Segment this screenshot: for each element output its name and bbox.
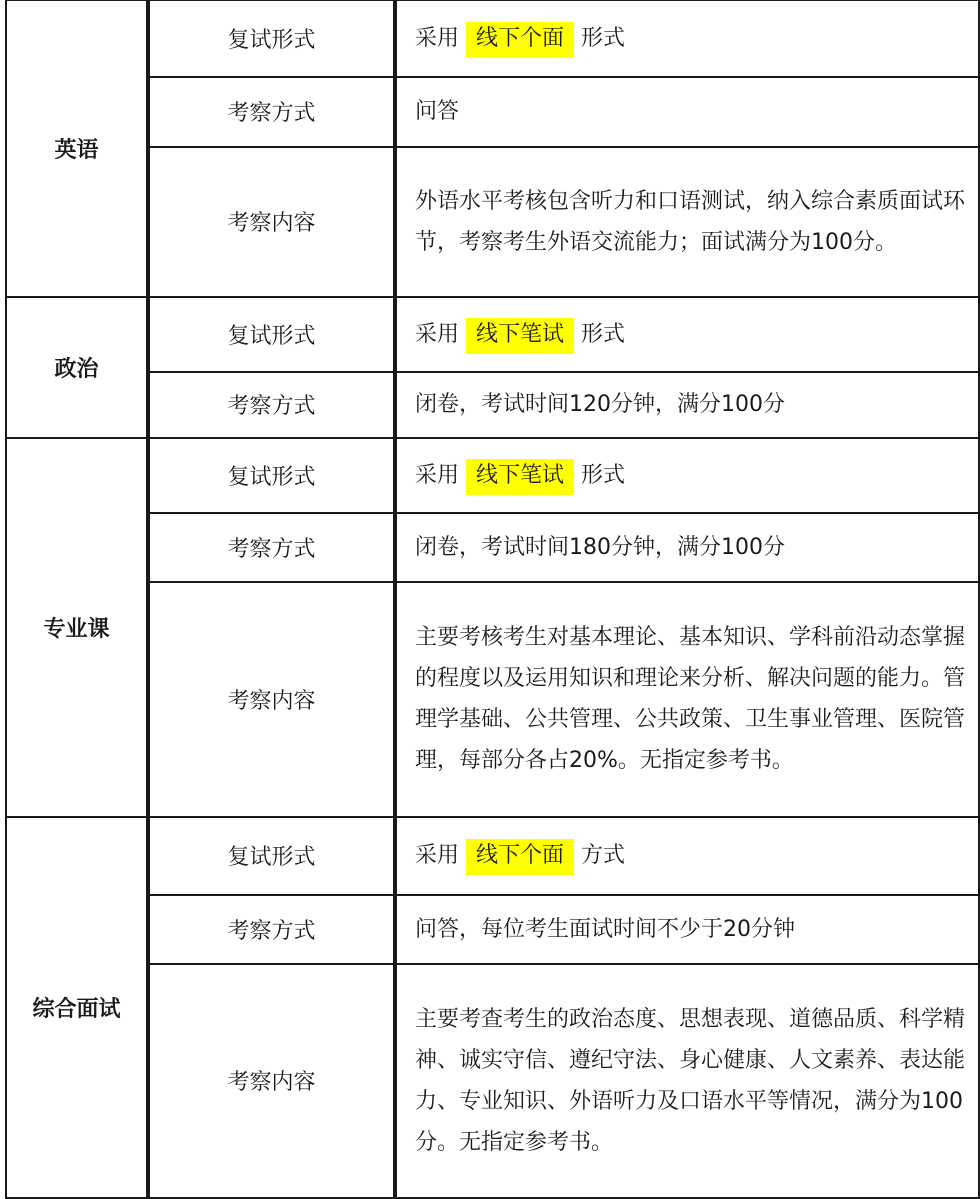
table-row — [6, 77, 979, 147]
item-label: 复试形式 — [148, 1, 395, 77]
desc-suffix: 形式 — [581, 462, 626, 488]
desc-suffix: 形式 — [581, 25, 626, 51]
item-value: 主要考查考生的政治态度、思想表现、道德品质、科学精神、诚实守信、遵纪守法、身心健康、人文素养、表达能力、专业知识、外语听力及口语水平等情况，满分为100分。无指定参考书。 — [395, 964, 979, 1198]
item-label: 复试形式 — [148, 297, 395, 372]
item-label: 复试形式 — [148, 438, 395, 513]
item-value — [395, 438, 979, 513]
table-row — [6, 147, 979, 297]
item-value — [395, 817, 979, 895]
highlighted-text: 线下个面 — [466, 839, 574, 875]
item-label: 考察内容 — [148, 964, 395, 1198]
table-row — [6, 372, 979, 438]
exam-requirements-table — [5, 0, 980, 1199]
desc-prefix: 采用 — [415, 843, 460, 868]
item-value — [395, 297, 979, 372]
item-value: 问答，每位考生面试时间不少于20分钟 — [395, 895, 979, 964]
item-label: 考察内容 — [148, 147, 395, 297]
table-row — [6, 964, 979, 1198]
subject-cell-interview: 综合面试 — [6, 817, 148, 1198]
subject-cell-major: 专业课 — [6, 438, 148, 817]
subject-cell-english: 英语 — [6, 1, 148, 297]
desc-suffix: 形式 — [581, 321, 626, 347]
item-value: 外语水平考核包含听力和口语测试，纳入综合素质面试环节，考察考生外语交流能力；面试满分为100分。 — [395, 147, 979, 297]
table-row — [6, 895, 979, 964]
item-value: 闭卷，考试时间180分钟，满分100分 — [395, 513, 979, 582]
highlighted-text: 线下笔试 — [466, 459, 574, 495]
highlighted-text: 线下个面 — [466, 22, 574, 58]
item-label: 考察内容 — [148, 582, 395, 817]
item-label: 考察方式 — [148, 513, 395, 582]
table-row — [6, 438, 979, 513]
desc-suffix: 方式 — [581, 843, 626, 868]
item-value — [395, 1, 979, 77]
table-row — [6, 513, 979, 582]
table-row — [6, 582, 979, 817]
subject-cell-politics: 政治 — [6, 297, 148, 438]
desc-prefix: 采用 — [415, 321, 460, 347]
table-row — [6, 817, 979, 895]
highlighted-text: 线下笔试 — [466, 318, 574, 354]
table-row — [6, 1, 979, 77]
item-label: 考察方式 — [148, 372, 395, 438]
item-label: 复试形式 — [148, 817, 395, 895]
table-row — [6, 297, 979, 372]
item-label: 考察方式 — [148, 895, 395, 964]
item-value: 闭卷，考试时间120分钟，满分100分 — [395, 372, 979, 438]
desc-prefix: 采用 — [415, 25, 460, 51]
item-label: 考察方式 — [148, 77, 395, 147]
desc-prefix: 采用 — [415, 462, 460, 488]
item-value: 问答 — [395, 77, 979, 147]
item-value: 主要考核考生对基本理论、基本知识、学科前沿动态掌握的程度以及运用知识和理论来分析、解决问题的能力。管理学基础、公共管理、公共政策、卫生事业管理、医院管理，每部分各占20%。无指定参考书。 — [395, 582, 979, 817]
